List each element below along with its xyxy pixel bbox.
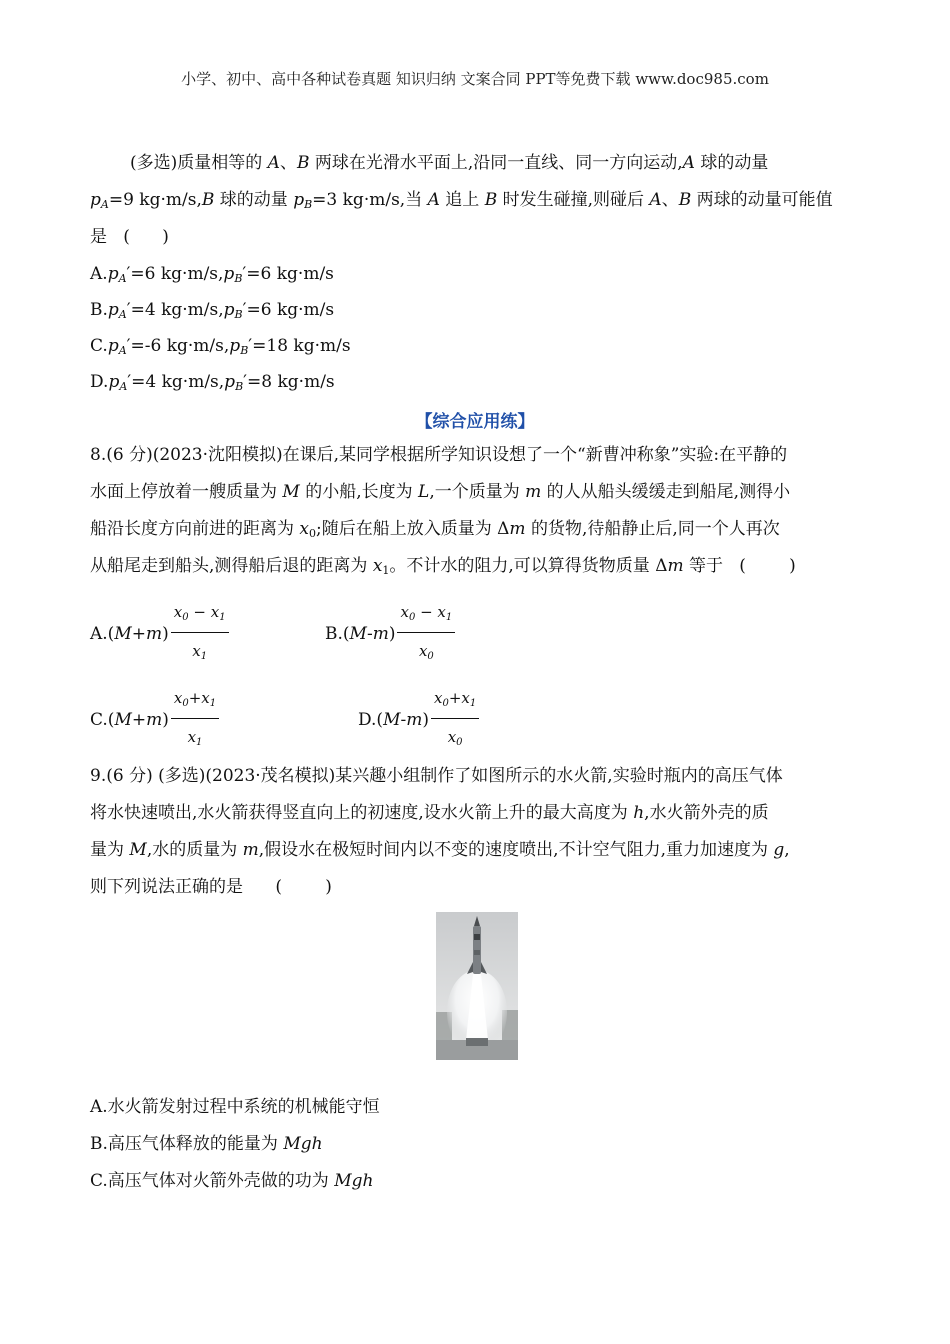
fraction: $\frac{x_0 - x_1}{x_0}$ <box>397 600 455 669</box>
q7-option-a: $A.p_A'=6$ $kg\cdot m/s,p_B'=6$ kg·m/s <box>90 264 334 285</box>
q7-option-c: $C.p_A'=-6$ $kg\cdot m/s,p_B'=18$ kg·m/s <box>90 336 351 357</box>
q7-option-d: $D.p_A'=4$ $kg\cdot m/s,p_B'=8$ kg·m/s <box>90 372 335 393</box>
q9-line3: 量为 M,水的质量为 m,假设水在极短时间内以不变的速度喷出,不计空气阻力,重力加速度为 g, <box>90 840 790 860</box>
water-rocket-photo <box>436 912 518 1060</box>
q9-line4: 则下列说法正确的是 ( ) <box>90 877 332 897</box>
q7-line2: $p_A=9$ kg·m/s,B 球的动量 $p_B=3$ kg·m/s,当 A 追上 B 时发生碰撞,则碰后 A、B 两球的动量可能值 <box>90 190 833 211</box>
q9-line1: 9.(6 分) (多选)(2023·茂名模拟)某兴趣小组制作了如图所示的水火箭,实验时瓶内的高压气体 <box>90 766 783 786</box>
q9-line2: 将水快速喷出,水火箭获得竖直向上的初速度,设水火箭上升的最大高度为 h,水火箭外壳的质 <box>90 803 769 823</box>
q7-line3: 是 ( ) <box>90 227 169 247</box>
q9-option-a: A.水火箭发射过程中系统的机械能守恒 <box>90 1097 380 1117</box>
q8-option-c: C.(M+m) $\frac{x_0+x_1}{x_1}$ <box>90 686 219 755</box>
q8-option-a: A.(M+m) $\frac{x_0 - x_1}{x_1}$ <box>90 600 229 669</box>
fraction: $\frac{x_0+x_1}{x_1}$ <box>171 686 219 755</box>
q9-option-b: B.高压气体释放的能量为 Mgh <box>90 1134 323 1154</box>
fraction: $\frac{x_0+x_1}{x_0}$ <box>431 686 479 755</box>
q9-option-c: C.高压气体对火箭外壳做的功为 Mgh <box>90 1171 374 1191</box>
q7-option-b: $B.p_A'=4$ $kg\cdot m/s,p_B'=6$ kg·m/s <box>90 300 335 321</box>
q7-line1: (多选)质量相等的 A、B 两球在光滑水平面上,沿同一直线、同一方向运动,A 球的动量 <box>130 153 769 173</box>
fraction: $\frac{x_0 - x_1}{x_1}$ <box>171 600 229 669</box>
q8-line1: 8.(6 分)(2023·沈阳模拟)在课后,某同学根据所学知识设想了一个“新曹冲称象”实验:在平静的 <box>90 445 788 465</box>
q8-line4: 从船尾走到船头,测得船后退的距离为 $x_1$。不计水的阻力,可以算得货物质量 Δm 等于 ( ) <box>90 556 796 577</box>
q8-option-b: B.(M-m) $\frac{x_0 - x_1}{x_0}$ <box>325 600 455 669</box>
q8-line3: 船沿长度方向前进的距离为 $x_0$;随后在船上放入质量为 Δm 的货物,待船静止后,同一个人再次 <box>90 519 780 540</box>
q8-line2: 水面上停放着一艘质量为 M 的小船,长度为 L,一个质量为 m 的人从船头缓缓走到船尾,测得小 <box>90 482 791 502</box>
page-header: 小学、初中、高中各种试卷真题 知识归纳 文案合同 PPT等免费下载 www.doc985.com <box>181 70 769 88</box>
section-heading: 【综合应用练】 <box>415 412 535 432</box>
q8-option-d: D.(M-m) $\frac{x_0+x_1}{x_0}$ <box>358 686 479 755</box>
